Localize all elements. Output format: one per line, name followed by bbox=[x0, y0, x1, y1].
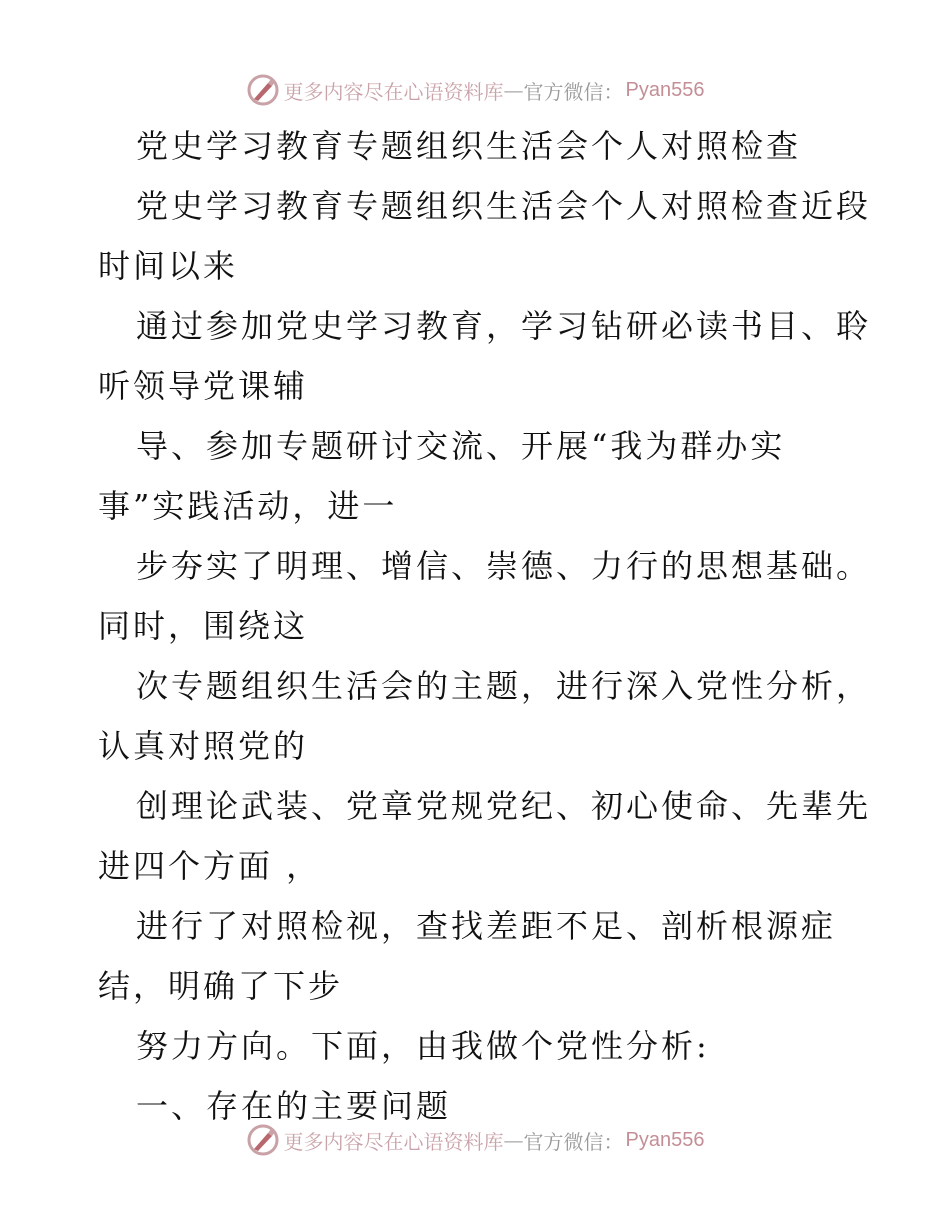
watermark-dash: — bbox=[503, 78, 524, 102]
doc-line: 事”实践活动，进一 bbox=[98, 487, 398, 525]
watermark-dash: — bbox=[503, 1128, 524, 1152]
doc-line: 努力方向。下面，由我做个党性分析: bbox=[136, 1027, 710, 1065]
doc-line: 听领导党课辅 bbox=[98, 367, 309, 405]
watermark-main-text: 更多内容尽在心语资料库 bbox=[283, 1129, 504, 1154]
doc-line: 次专题组织生活会的主题，进行深入党性分析， bbox=[136, 667, 872, 705]
doc-line: 同时，围绕这 bbox=[98, 607, 309, 645]
watermark-footer bbox=[0, 1120, 950, 1160]
watermark-main-text: 更多内容尽在心语资料库 bbox=[283, 79, 504, 104]
watermark-official-label: 官方微信： bbox=[523, 79, 624, 104]
doc-line: 步夯实了明理、增信、崇德、力行的思想基础。 bbox=[136, 547, 872, 585]
pen-logo-icon bbox=[246, 73, 280, 107]
doc-section-heading: 一、存在的主要问题 bbox=[136, 1087, 452, 1125]
doc-line: 进四个方面 ， bbox=[98, 847, 322, 885]
pen-logo-icon bbox=[246, 1123, 280, 1157]
doc-line: 结，明确了下步 bbox=[98, 967, 344, 1005]
doc-line: 创理论武装、党章党规党纪、初心使命、先辈先 bbox=[136, 787, 872, 825]
document-body bbox=[98, 116, 872, 1136]
watermark-header bbox=[0, 70, 950, 110]
doc-line: 认真对照党的 bbox=[98, 727, 309, 765]
watermark-wechat-id: Pyan556 bbox=[625, 78, 705, 101]
watermark-official-label: 官方微信： bbox=[523, 1129, 624, 1154]
doc-line: 导、参加专题研讨交流、开展“我为群办实 bbox=[136, 427, 786, 465]
doc-title-line: 党史学习教育专题组织生活会个人对照检查 bbox=[136, 127, 802, 165]
doc-line: 时间以来 bbox=[98, 247, 239, 285]
doc-line: 通过参加党史学习教育，学习钻研必读书目、聆 bbox=[136, 307, 872, 345]
doc-line: 党史学习教育专题组织生活会个人对照检查近段 bbox=[136, 187, 872, 225]
doc-line: 进行了对照检视，查找差距不足、剖析根源症 bbox=[136, 907, 837, 945]
watermark-wechat-id: Pyan556 bbox=[625, 1128, 705, 1151]
